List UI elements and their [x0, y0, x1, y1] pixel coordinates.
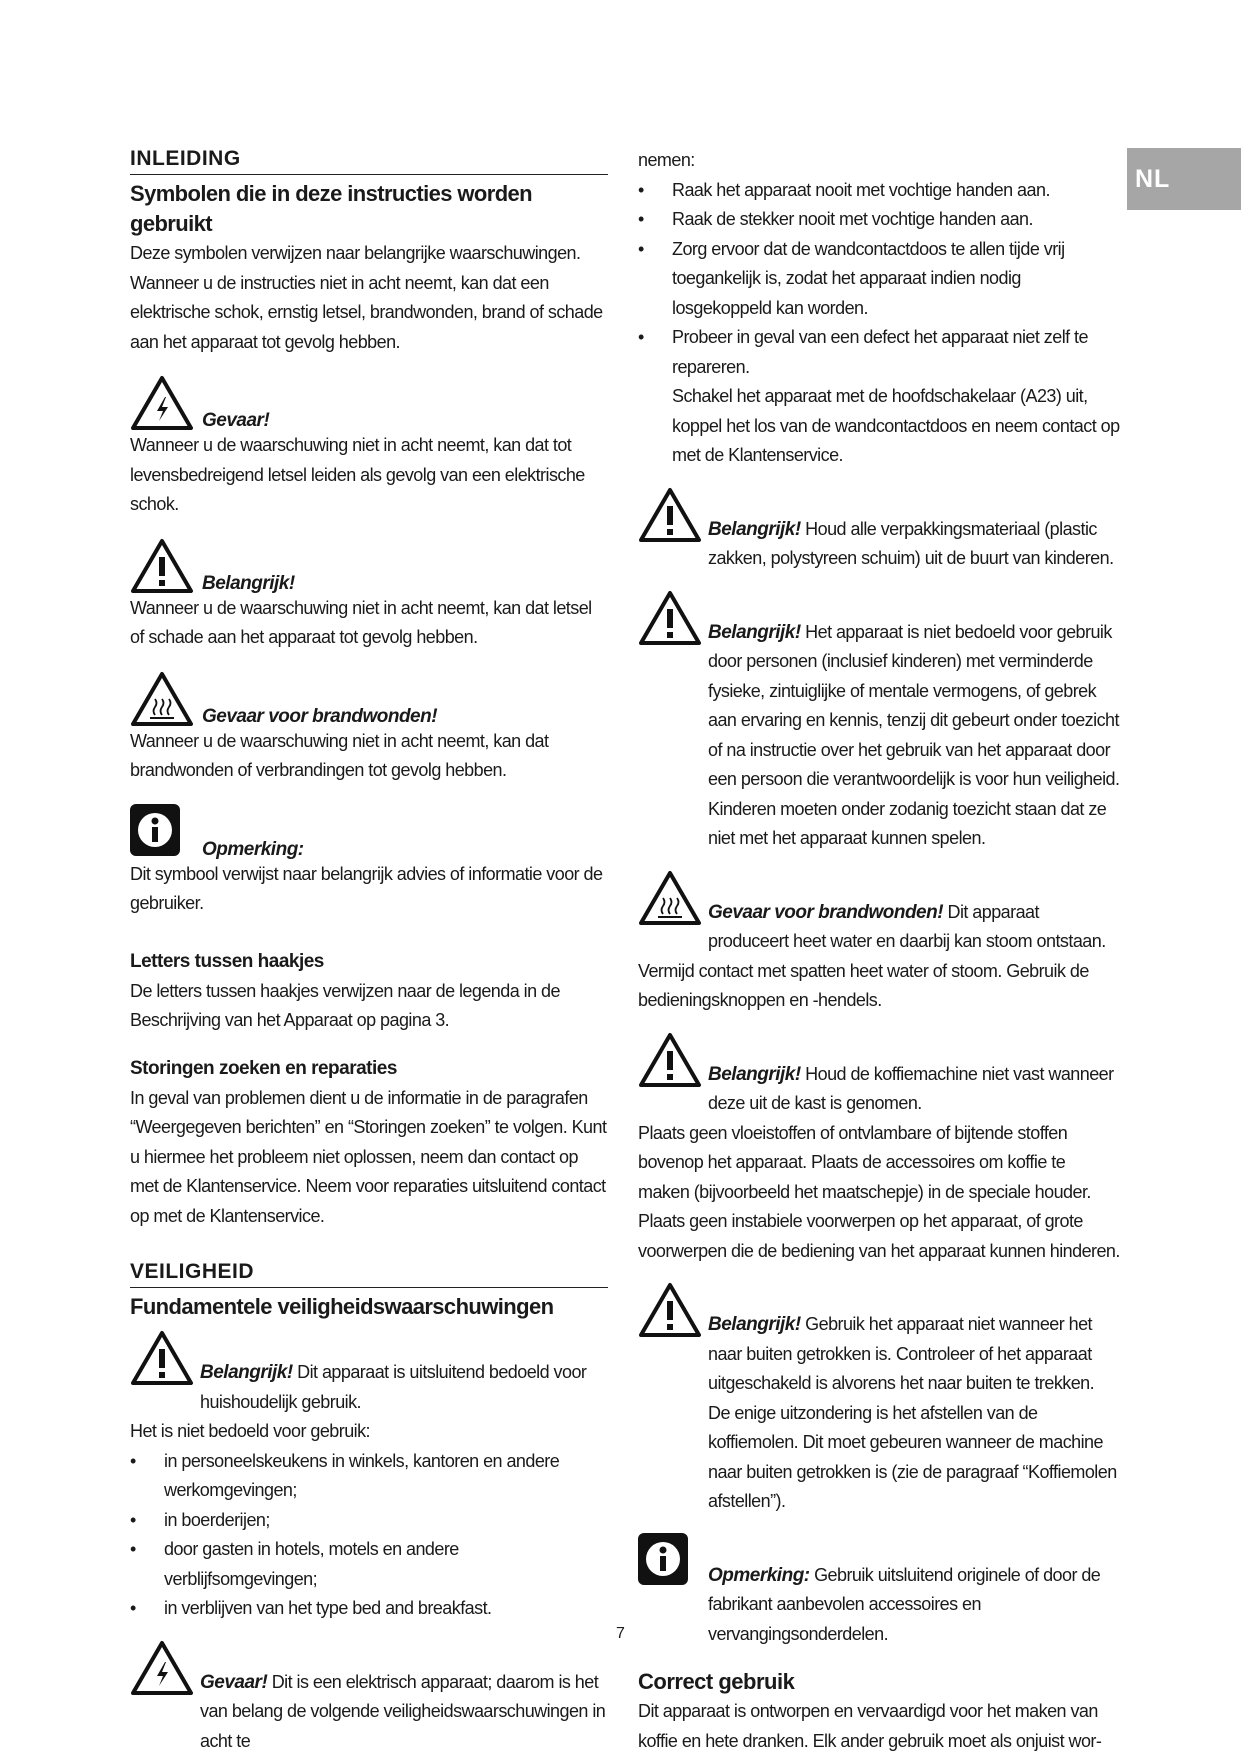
warning-icon [638, 487, 702, 543]
hot-surface-icon [638, 870, 702, 926]
left-column [130, 146, 608, 1756]
heading-rule [130, 174, 608, 175]
symbol-brandwonden [130, 671, 608, 727]
paragraph-gevaar: Wanneer u de waarschuwing niet in acht neemt, kan dat tot levensbedreigend letsel leiden als gevolg van een elektrische schok. [130, 431, 608, 520]
text-huishoudelijk: Dit apparaat is uitsluitend bedoeld voor huishoudelijk gebruik. [200, 1362, 586, 1412]
list-item: • Zorg ervoor dat de wandcontactdoos te allen tijde vrij toegankelijk is, zodat het apparaat indien nodig losgekoppeld kan worden. [638, 235, 1120, 324]
list-item: • Raak de stekker nooit met vochtige handen aan. [638, 205, 1120, 235]
subheading-storingen: Storingen zoeken en reparaties [130, 1054, 608, 1084]
electric-hazard-icon [130, 375, 194, 431]
symbol-belangrijk [130, 538, 608, 594]
warning-kinderen [638, 592, 1120, 854]
subheading-correct-gebruik: Correct gebruik [638, 1667, 1120, 1697]
language-tab-nl: NL [1127, 148, 1241, 210]
label-belangrijk: Belangrijk! [708, 622, 801, 643]
list-veiligheid [638, 176, 1120, 383]
paragraph-storingen: In geval van problemen dient u de informatie in de paragrafen “Weergegeven berichten” en “Storingen zoeken” te volgen. Kunt u hiermee het probleem niet oplossen, neem dan contact op met de Klantenservice. Neem voor reparaties uitsluitend contact op met de Klantenservice. [130, 1084, 608, 1232]
label-gevaar: Gevaar! [200, 1672, 267, 1693]
symbol-gevaar [130, 375, 608, 431]
subheading-letters: Letters tussen haakjes [130, 947, 608, 977]
list-item: • Probeer in geval van een defect het apparaat niet zelf te repareren. [638, 323, 1120, 382]
text-buiten: Gebruik het apparaat niet wanneer het naar buiten getrokken is. Controleer of het apparaat uitgeschakeld is alvorens het naar buiten te trekken. De enige uitzondering is het afstellen van de koffiemolen. Dit moet gebeuren wanneer de machine naar buiten getrokken is (zie de paragraaf “Koffiemolen afstellen”). [708, 1314, 1117, 1511]
text-accessoires: Gebruik uitsluitend originele of door de fabrikant aanbevolen accessoires en vervangingsonderdelen. [708, 1565, 1100, 1644]
label-brandwonden: Gevaar voor brandwonden! [708, 902, 943, 923]
electric-hazard-icon [130, 1640, 194, 1696]
paragraph-intro: Deze symbolen verwijzen naar belangrijke waarschuwingen. Wanneer u de instructies niet in acht neemt, kan dat een elektrische schok, ernstig letsel, brandwonden, brand of schade aan het apparaat tot gevolg hebben. [130, 239, 608, 357]
list-niet-bedoeld [130, 1447, 608, 1624]
paragraph-letters: De letters tussen haakjes verwijzen naar de legenda in de Beschrijving van het Apparaat op pagina 3. [130, 977, 608, 1036]
text-brandwonden: Dit apparaat produceert heet water en daarbij kan stoom ontstaan. [708, 902, 1106, 952]
paragraph-belangrijk: Wanneer u de waarschuwing niet in acht neemt, kan dat letsel of schade aan het apparaat tot gevolg hebben. [130, 594, 608, 653]
list-item: • in verblijven van het type bed and breakfast. [130, 1594, 608, 1624]
subsection-title-symbolen: Symbolen die in deze instructies worden gebruikt [130, 179, 608, 239]
label-belangrijk: Belangrijk! [708, 1064, 801, 1085]
info-icon [130, 804, 180, 856]
list-item: • door gasten in hotels, motels en andere verblijfsomgevingen; [130, 1535, 608, 1594]
paragraph-nemen: nemen: [638, 146, 1120, 176]
label-belangrijk: Belangrijk! [200, 1362, 293, 1383]
list-item: • in personeelskeukens in winkels, kantoren en andere werkomgevingen; [130, 1447, 608, 1506]
paragraph-spatten: Vermijd contact met spatten heet water of stoom. Gebruik de bedieningsknoppen en -hendels. [638, 957, 1120, 1016]
warning-buiten [638, 1284, 1120, 1517]
label-belangrijk: Belangrijk! [708, 1314, 801, 1335]
paragraph-schakel: Schakel het apparaat met de hoofdschakelaar (A23) uit, koppel het los van de wandcontactdoos en neem contact op met de Klantenservice. [638, 382, 1120, 471]
list-item: • in boerderijen; [130, 1506, 608, 1536]
section-title-veiligheid: VEILIGHEID [130, 1259, 608, 1285]
paragraph-niet-bedoeld: Het is niet bedoeld voor gebruik: [130, 1417, 608, 1447]
hot-surface-icon [130, 671, 194, 727]
warning-icon [638, 1282, 702, 1338]
label-belangrijk: Belangrijk! [708, 519, 801, 540]
warning-brandwonden [638, 872, 1120, 957]
label-gevaar: Gevaar! [202, 411, 269, 431]
label-brandwonden: Gevaar voor brandwonden! [202, 707, 437, 727]
label-opmerking: Opmerking: [708, 1565, 810, 1586]
warning-icon [130, 1330, 194, 1386]
paragraph-opmerking: Dit symbool verwijst naar belangrijk advies of informatie voor de gebruiker. [130, 860, 608, 919]
label-opmerking: Opmerking: [202, 840, 304, 860]
right-column [638, 146, 1120, 1756]
text-verpakking: Houd alle verpakkingsmateriaal (plastic zakken, polystyreen schuim) uit de buurt van kinderen. [708, 519, 1114, 569]
list-item: • Raak het apparaat nooit met vochtige handen aan. [638, 176, 1120, 206]
warning-verpakking [638, 489, 1120, 574]
section-title-inleiding: INLEIDING [130, 146, 608, 172]
warning-icon [130, 538, 194, 594]
warning-kast [638, 1034, 1120, 1119]
paragraph-brandwonden: Wanneer u de waarschuwing niet in acht neemt, kan dat brandwonden of verbrandingen tot gevolg hebben. [130, 727, 608, 786]
paragraph-correct-gebruik: Dit apparaat is ontworpen en vervaardigd voor het maken van koffie en hete dranken. Elk ander gebruik moet als onjuist wor- [638, 1697, 1120, 1756]
text-kast: Houd de koffiemachine niet vast wanneer deze uit de kast is genomen. [708, 1064, 1114, 1114]
info-icon [638, 1533, 688, 1585]
heading-rule [130, 1287, 608, 1288]
text-kinderen: Het apparaat is niet bedoeld voor gebruik door personen (inclusief kinderen) met verminderde fysieke, zintuiglijke of mentale vermogens, of gebrek aan ervaring en kennis, tenzij dit gebeurt onder toezicht of na instructie over het gebruik van het apparaat door een persoon die verantwoordelijk is voor hun veiligheid. Kinderen moeten onder zodanig toezicht staan dat ze niet met het apparaat kunnen spelen. [708, 622, 1119, 849]
page-number: 7 [0, 1625, 1241, 1643]
symbol-opmerking [130, 804, 608, 860]
paragraph-plaats: Plaats geen vloeistoffen of ontvlambare of bijtende stoffen bovenop het apparaat. Plaats de accessoires om koffie te maken (bijvoorbeeld het maatschepje) in de speciale houder. Plaats geen instabiele voorwerpen op het apparaat, of grote voorwerpen die de bediening van het apparaat kunnen hinderen. [638, 1119, 1120, 1267]
label-belangrijk: Belangrijk! [202, 574, 295, 594]
warning-huishoudelijk [130, 1332, 608, 1417]
warning-icon [638, 590, 702, 646]
subsection-title-fundamentele: Fundamentele veiligheidswaarschuwingen [130, 1292, 608, 1322]
warning-elektrisch [130, 1642, 608, 1756]
text-elektrisch: Dit is een elektrisch apparaat; daarom is het van belang de volgende veiligheidswaarschuwingen in acht te [200, 1672, 605, 1751]
warning-icon [638, 1032, 702, 1088]
